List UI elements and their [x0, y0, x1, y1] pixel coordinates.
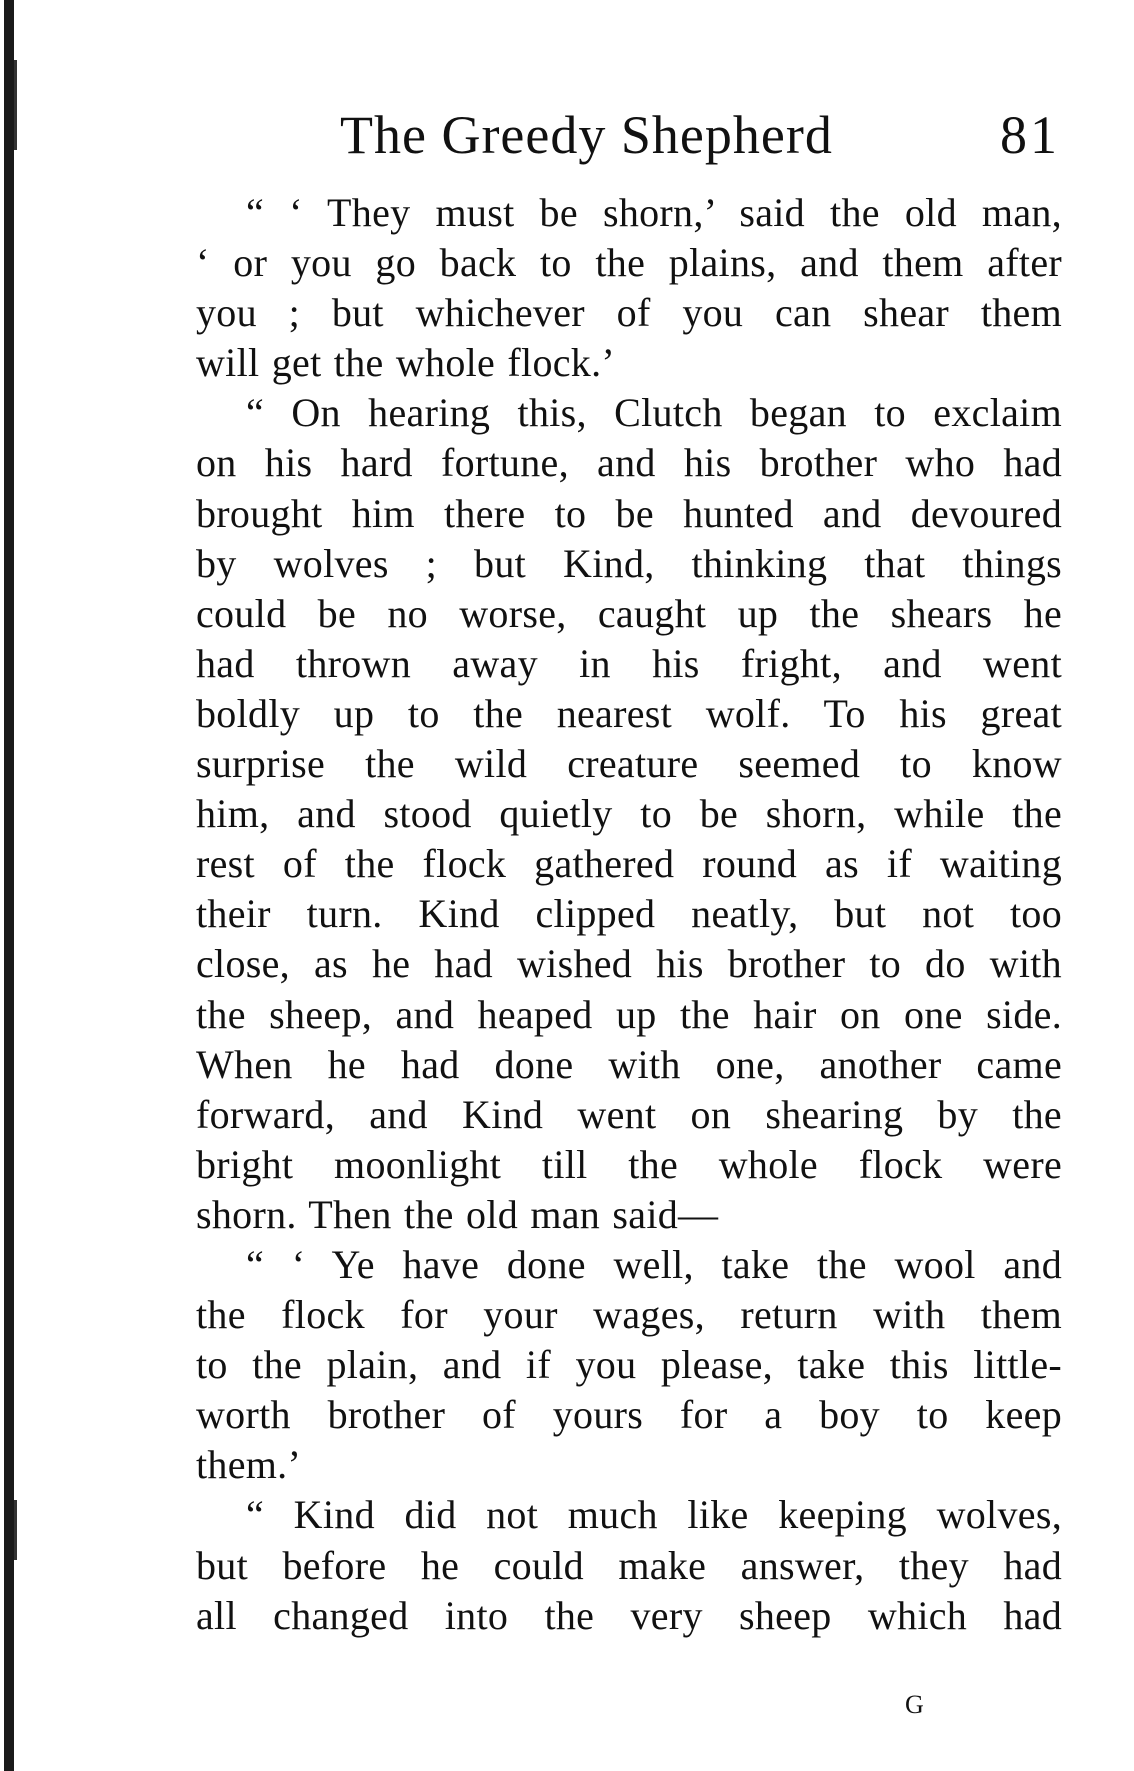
text-line: by wolves ; but Kind, thinking that things: [196, 540, 1062, 586]
text-line: rest of the flock gathered round as if waiting: [196, 841, 1062, 887]
text-line: shorn. Then the old man said—: [196, 1191, 719, 1237]
text-line: them.’: [196, 1442, 302, 1488]
text-line: boldly up to the nearest wolf. To his great: [196, 690, 1062, 736]
text-line: “ Kind did not much like keeping wolves,: [246, 1492, 1062, 1538]
body-text: [196, 188, 1062, 1641]
text-line: will get the whole flock.’: [196, 340, 616, 386]
running-title: The Greedy Shepherd: [340, 105, 833, 165]
text-line: on his hard fortune, and his brother who had: [196, 440, 1062, 486]
text-line: could be no worse, caught up the shears he: [196, 590, 1062, 636]
page-header: [340, 100, 1060, 170]
text-line: When he had done with one, another came: [196, 1041, 1062, 1087]
text-line: the sheep, and heaped up the hair on one side.: [196, 991, 1062, 1037]
text-line: brought him there to be hunted and devoured: [196, 490, 1062, 536]
text-line: forward, and Kind went on shearing by the: [196, 1091, 1062, 1137]
text-line: their turn. Kind clipped neatly, but not too: [196, 891, 1062, 937]
binding-speck: [14, 60, 17, 150]
text-line: worth brother of yours for a boy to keep: [196, 1392, 1062, 1438]
text-line: “ ‘ Ye have done well, take the wool and: [246, 1241, 1062, 1287]
text-line: to the plain, and if you please, take this little-: [196, 1342, 1062, 1388]
text-line: but before he could make answer, they had: [196, 1542, 1062, 1588]
text-line: had thrown away in his fright, and went: [196, 640, 1062, 686]
text-line: ‘ or you go back to the plains, and them after: [196, 240, 1062, 286]
text-line: bright moonlight till the whole flock were: [196, 1141, 1062, 1187]
text-line: the flock for your wages, return with them: [196, 1292, 1062, 1338]
page-number: 81: [1000, 105, 1060, 165]
text-line: surprise the wild creature seemed to know: [196, 741, 1062, 787]
page-binding-edge: [4, 0, 14, 1771]
text-line: him, and stood quietly to be shorn, while the: [196, 791, 1062, 837]
binding-speck: [14, 1500, 17, 1560]
text-line: all changed into the very sheep which had: [196, 1592, 1062, 1638]
text-line: close, as he had wished his brother to do with: [196, 941, 1062, 987]
text-line: you ; but whichever of you can shear them: [196, 290, 1062, 336]
text-line: “ ‘ They must be shorn,’ said the old man,: [246, 190, 1062, 235]
text-line: “ On hearing this, Clutch began to exclaim: [246, 390, 1062, 436]
signature-mark: G: [905, 1690, 924, 1719]
